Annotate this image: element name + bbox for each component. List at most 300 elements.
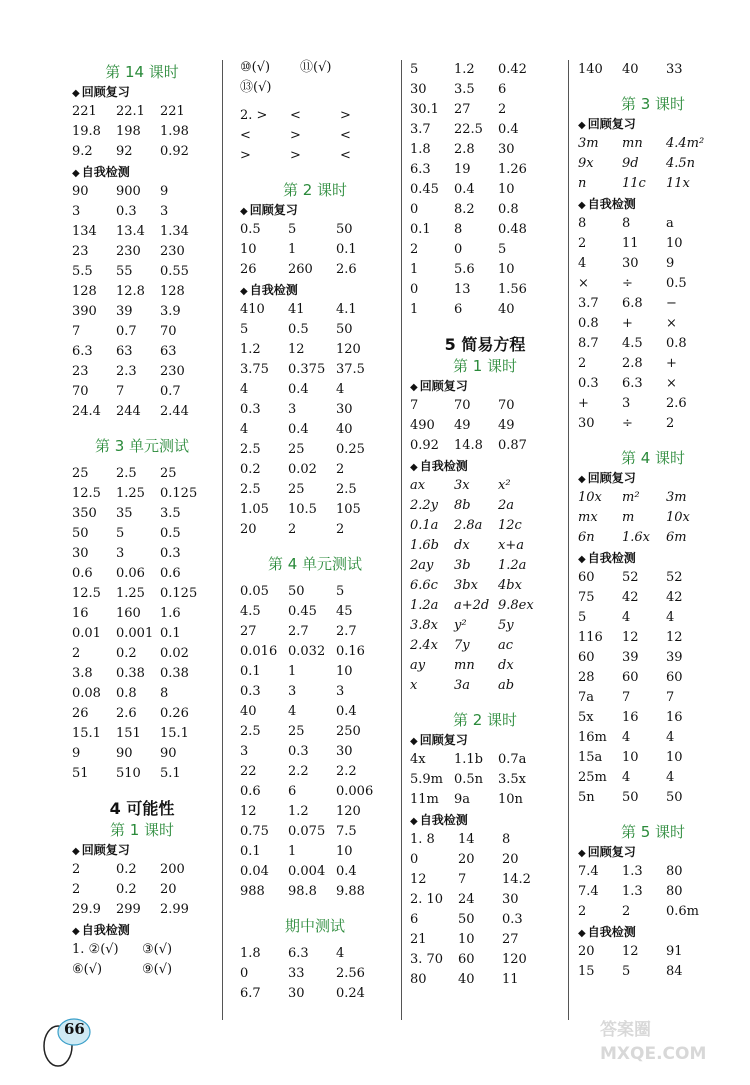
answer-row [240,964,390,984]
answer-cell: 45 [336,604,353,619]
answer-cell: 0 [410,282,419,297]
answer-cell: 39 [116,304,133,319]
self-check-heading: ◆ 自我检测 [578,925,636,939]
answer-cell: 27 [240,624,257,639]
answer-cell: 0.45 [410,182,439,197]
answer-cell: 25 [72,466,89,481]
answer-row [578,708,728,728]
answer-cell: 5 [288,222,297,237]
answer-cell: ⑬(√) [240,80,272,95]
answer-cell: 12.5 [72,586,101,601]
answer-cell: 1. 8 [410,832,435,847]
answer-cell: 3b [454,558,471,573]
answer-row [72,704,212,724]
answer-row [410,260,560,280]
answer-row [72,860,212,880]
answer-cell: 10x [666,510,690,525]
answer-cell: 2.3 [116,364,137,379]
answer-cell: 15.1 [72,726,101,741]
answer-cell: 1.05 [240,502,269,517]
answer-cell: > [290,128,301,143]
answer-cell: 7.5 [336,824,357,839]
answer-cell: 5 [240,322,249,337]
answer-row [240,460,390,480]
answer-cell: 33 [666,62,683,77]
answer-cell: 26 [72,706,89,721]
answer-row [578,294,728,314]
answer-row [410,100,560,120]
answer-cell: 0.4 [288,382,309,397]
answer-cell: 0.5n [454,772,484,787]
answer-cell: 5 [410,62,419,77]
answer-row [410,950,560,970]
answer-row [578,962,728,982]
answer-cell: 3. 70 [410,952,444,967]
answer-row [578,588,728,608]
answer-cell: 3m [578,136,599,151]
answer-cell: 0.1 [240,664,261,679]
self-check-heading: ◆ 自我检测 [578,197,636,211]
answer-cell: 7 [458,872,467,887]
answer-cell: 1.25 [116,486,145,501]
answer-row [578,942,728,962]
lesson14-title: 第 14 课时 [105,63,179,81]
answer-row [578,488,728,508]
page-number-badge [36,1010,96,1070]
answer-cell: 410 [240,302,265,317]
answer-cell: 70 [72,384,89,399]
answer-row [410,120,560,140]
answer-row [410,930,560,950]
answer-cell: 40 [336,422,353,437]
answer-cell: 6.3 [410,162,431,177]
answer-cell: 2.5 [240,482,261,497]
diamond-icon: ◆ [578,848,586,859]
watermark: 答案圈 MXQE.COM [600,1020,707,1064]
answer-cell: ⑪(√) [300,60,332,75]
answer-cell: 39 [622,650,639,665]
answer-row [72,142,212,162]
answer-cell: 1.2 [240,342,261,357]
answer-row [410,576,560,596]
answer-cell: ab [498,678,515,693]
answer-cell: 2.56 [336,966,365,981]
table [578,134,728,194]
answer-cell: 9 [160,184,169,199]
answer-row [410,636,560,656]
answer-cell: 4 [622,730,631,745]
answer-cell: 30 [410,82,427,97]
answer-cell: 140 [578,62,603,77]
answer-cell: 0.6 [240,784,261,799]
answer-cell: 50 [72,526,89,541]
answer-row [410,750,560,770]
answer-cell: 9.8ex [498,598,534,613]
answer-cell: 2 [336,522,345,537]
answer-cell: 151 [116,726,141,741]
answer-cell: 10 [458,932,475,947]
answer-row [578,134,728,154]
answer-cell: 0.87 [498,438,527,453]
answer-cell: 490 [410,418,435,433]
answer-cell: 0.7 [160,384,181,399]
answer-cell: 0.8 [578,316,599,331]
self-check-heading: ◆ 自我检测 [72,923,130,937]
answer-cell: 0.06 [116,566,145,581]
answer-cell: 0.16 [336,644,365,659]
answer-row [72,664,212,684]
answer-cell: 8.7 [578,336,599,351]
answer-cell: 120 [336,342,361,357]
answer-cell: 0.1 [410,222,431,237]
answer-cell: 3 [72,204,81,219]
answer-row [578,274,728,294]
answer-row [410,60,560,80]
answer-cell: 5x [578,710,594,725]
answer-cell: 4 [578,256,587,271]
review-heading: ◆ 回顾复习 [410,733,468,747]
answer-cell: 2.5 [116,466,137,481]
answer-cell: 12.8 [116,284,145,299]
answer-cell: > [340,108,351,123]
answer-cell: 1.26 [498,162,527,177]
answer-cell: 50 [336,322,353,337]
answer-cell: 4 [622,610,631,625]
answer-cell: 230 [116,244,141,259]
answer-cell: 23 [72,364,89,379]
answer-cell: 0.4 [336,864,357,879]
answer-cell: 15 [578,964,595,979]
answer-cell: 105 [336,502,361,517]
answer-cell: 2.7 [336,624,357,639]
answer-cell: 5y [498,618,514,633]
answer-cell: 10 [666,236,683,251]
answer-cell: 42 [666,590,683,605]
answer-cell: 5 [578,610,587,625]
answer-row [410,220,560,240]
answer-cell: 5.6 [454,262,475,277]
answer-row [240,146,390,166]
lesson2-title: 第 2 课时 [452,711,518,729]
answer-cell: 14.8 [454,438,483,453]
lesson2-title: 第 2 课时 [282,181,348,199]
answer-cell: 7a [578,690,595,705]
answer-row [72,940,212,960]
answer-cell: 2 [288,522,297,537]
answer-row [578,334,728,354]
answer-row [240,78,390,98]
answer-cell: 2 [578,356,587,371]
answer-cell: 2. 10 [410,892,444,907]
answer-cell: 1.34 [160,224,189,239]
answer-cell: 10.5 [288,502,317,517]
answer-cell: 221 [160,104,185,119]
answer-row [578,394,728,414]
diamond-icon: ◆ [578,200,586,211]
answer-cell: 2.6 [336,262,357,277]
answer-cell: 2.2y [410,498,439,513]
answer-row [410,436,560,456]
answer-cell: 5.9m [410,772,444,787]
answer-row [578,628,728,648]
answer-cell: 3 [240,744,249,759]
answer-cell: 14 [458,832,475,847]
answer-cell: a+2d [454,598,490,613]
answer-cell: 1.2a [410,598,439,613]
answer-cell: 92 [116,144,133,159]
answer-row [240,500,390,520]
answer-row [72,764,212,784]
answer-cell: 0.7 [116,324,137,339]
answer-cell: 390 [72,304,97,319]
diamond-icon: ◆ [240,286,248,297]
answer-row [72,282,212,302]
answer-cell: 37.5 [336,362,365,377]
answer-cell: 29.9 [72,902,101,917]
answer-cell: 6 [410,912,419,927]
answer-cell: 3.8 [72,666,93,681]
answer-cell: ÷ [622,276,633,291]
answer-cell: 2 [578,236,587,251]
answer-cell: > [290,148,301,163]
answer-cell: 2.8 [622,356,643,371]
answer-cell: 20 [458,852,475,867]
answer-cell: 6.3 [288,946,309,961]
answer-cell: 120 [502,952,527,967]
answer-cell: 2 [410,242,419,257]
answer-cell: 4 [240,382,249,397]
answer-cell: 25m [578,770,607,785]
answer-row [72,524,212,544]
answer-cell: × [666,376,677,391]
answer-cell: x² [498,478,511,493]
answer-cell: 35 [116,506,133,521]
answer-cell: 2a [498,498,515,513]
answer-row [240,520,390,540]
answer-cell: 26 [240,262,257,277]
answer-cell: ax [410,478,426,493]
answer-cell: 8 [160,686,169,701]
answer-cell: 0.4 [288,422,309,437]
answer-cell: 3a [454,678,471,693]
answer-cell: < [340,128,351,143]
diamond-icon: ◆ [578,928,586,939]
answer-cell: 0.375 [288,362,326,377]
table [72,102,212,162]
review-heading: ◆ 回顾复习 [240,203,298,217]
answer-cell: 3m [666,490,687,505]
answer-cell: 2.2 [336,764,357,779]
answer-cell: 3 [336,684,345,699]
answer-row [578,648,728,668]
answer-cell: y² [454,618,467,633]
answer-cell: 0.5 [666,276,687,291]
answer-cell: 0.075 [288,824,326,839]
answer-cell: 6.8 [622,296,643,311]
answer-cell: dx [498,658,514,673]
table [240,106,390,166]
answer-cell: 0.24 [336,986,365,1001]
answer-cell: 16 [72,606,89,621]
answer-cell: 3.7 [578,296,599,311]
answer-row [72,960,212,980]
answer-row [578,154,728,174]
answer-cell: 3.9 [160,304,181,319]
answer-cell: 42 [622,590,639,605]
answer-cell: 40 [622,62,639,77]
answer-cell: 0.05 [240,584,269,599]
answer-cell: 9 [72,746,81,761]
answer-row [578,748,728,768]
answer-row [578,568,728,588]
answer-cell: x+a [498,538,524,553]
answer-row [410,676,560,696]
answer-row [72,744,212,764]
table [240,582,390,902]
answer-row [410,556,560,576]
table [410,396,560,456]
answer-cell: 8 [502,832,511,847]
answer-cell: 0.3 [240,684,261,699]
answer-row [410,890,560,910]
answer-cell: 0 [240,966,249,981]
answer-cell: 2 [72,646,81,661]
self-check-heading: ◆ 自我检测 [72,165,130,179]
column-divider-3 [568,60,569,1020]
answer-cell: 30 [578,416,595,431]
answer-row [410,770,560,790]
answer-cell: 7 [72,324,81,339]
answer-cell: 4.5 [622,336,643,351]
answer-row [578,508,728,528]
answer-cell: 3.5x [498,772,527,787]
answer-row [410,656,560,676]
answer-cell: − [666,296,677,311]
answer-cell: 0.45 [288,604,317,619]
answer-cell: 0.38 [160,666,189,681]
answer-cell: 2 [336,462,345,477]
answer-cell: 30.1 [410,102,439,117]
column-2 [240,58,390,1004]
answer-cell: 0.26 [160,706,189,721]
diamond-icon: ◆ [578,474,586,485]
answer-cell: 8 [578,216,587,231]
answer-cell: 5.5 [72,264,93,279]
answer-cell: 20 [240,522,257,537]
table [240,58,390,98]
answer-row [578,882,728,902]
answer-cell: 91 [666,944,683,959]
answer-cell: 6.7 [240,986,261,1001]
answer-cell: 0.3 [502,912,523,927]
review-heading: ◆ 回顾复习 [72,85,130,99]
answer-cell: 40 [458,972,475,987]
answer-cell: 30 [622,256,639,271]
answer-row [578,354,728,374]
answer-cell: 60 [578,570,595,585]
answer-cell: 80 [410,972,427,987]
answer-cell: 11m [410,792,439,807]
answer-cell: 9 [666,256,675,271]
answer-cell: 90 [160,746,177,761]
answer-cell: 10 [666,750,683,765]
answer-cell: 12 [240,804,257,819]
answer-cell: ÷ [622,416,633,431]
answer-cell: 0.4 [498,122,519,137]
answer-row [410,870,560,890]
answer-row [240,642,390,662]
answer-cell: 41 [288,302,305,317]
answer-row [72,322,212,342]
answer-cell: 0.125 [160,486,198,501]
table [72,860,212,920]
answer-cell: 0.4 [336,704,357,719]
answer-cell: 12 [622,944,639,959]
answer-row [240,722,390,742]
answer-row [72,900,212,920]
answer-row [72,302,212,322]
table [72,182,212,422]
answer-cell: 22.5 [454,122,483,137]
answer-cell: 10 [622,750,639,765]
answer-cell: 30 [498,142,515,157]
diamond-icon: ◆ [578,120,586,131]
table [578,488,728,548]
answer-cell: 70 [160,324,177,339]
answer-row [578,234,728,254]
answer-cell: 1.25 [116,586,145,601]
table [578,862,728,922]
answer-cell: 1.3 [622,884,643,899]
answer-row [240,106,390,126]
answer-cell: 10 [498,262,515,277]
answer-cell: 30 [502,892,519,907]
answer-cell: 9a [454,792,471,807]
answer-row [72,262,212,282]
answer-cell: 1 [410,262,419,277]
answer-cell: 4 [666,610,675,625]
answer-cell: 0.3 [116,204,137,219]
answer-cell: a [666,216,674,231]
answer-row [240,802,390,822]
answer-cell: 0.3 [288,744,309,759]
answer-cell: 230 [160,244,185,259]
answer-cell: 52 [622,570,639,585]
answer-cell: 0.6 [72,566,93,581]
answer-cell: 2.5 [240,724,261,739]
answer-row [240,480,390,500]
answer-cell: 9.2 [72,144,93,159]
answer-cell: 0.75 [240,824,269,839]
answer-row [72,564,212,584]
answer-cell: 8 [454,222,463,237]
answer-cell: 198 [116,124,141,139]
answer-row [240,58,390,78]
answer-cell: 25 [288,442,305,457]
answer-cell: 0.04 [240,864,269,879]
answer-row [72,684,212,704]
answer-cell: 7 [622,690,631,705]
answer-cell: 10n [498,792,523,807]
answer-cell: 27 [454,102,471,117]
answer-cell: 0.004 [288,864,326,879]
answer-row [578,902,728,922]
answer-cell: 8 [622,216,631,231]
answer-cell: 0.3 [578,376,599,391]
answer-cell: 25 [160,466,177,481]
answer-cell: 0.02 [288,462,317,477]
answer-row [240,822,390,842]
